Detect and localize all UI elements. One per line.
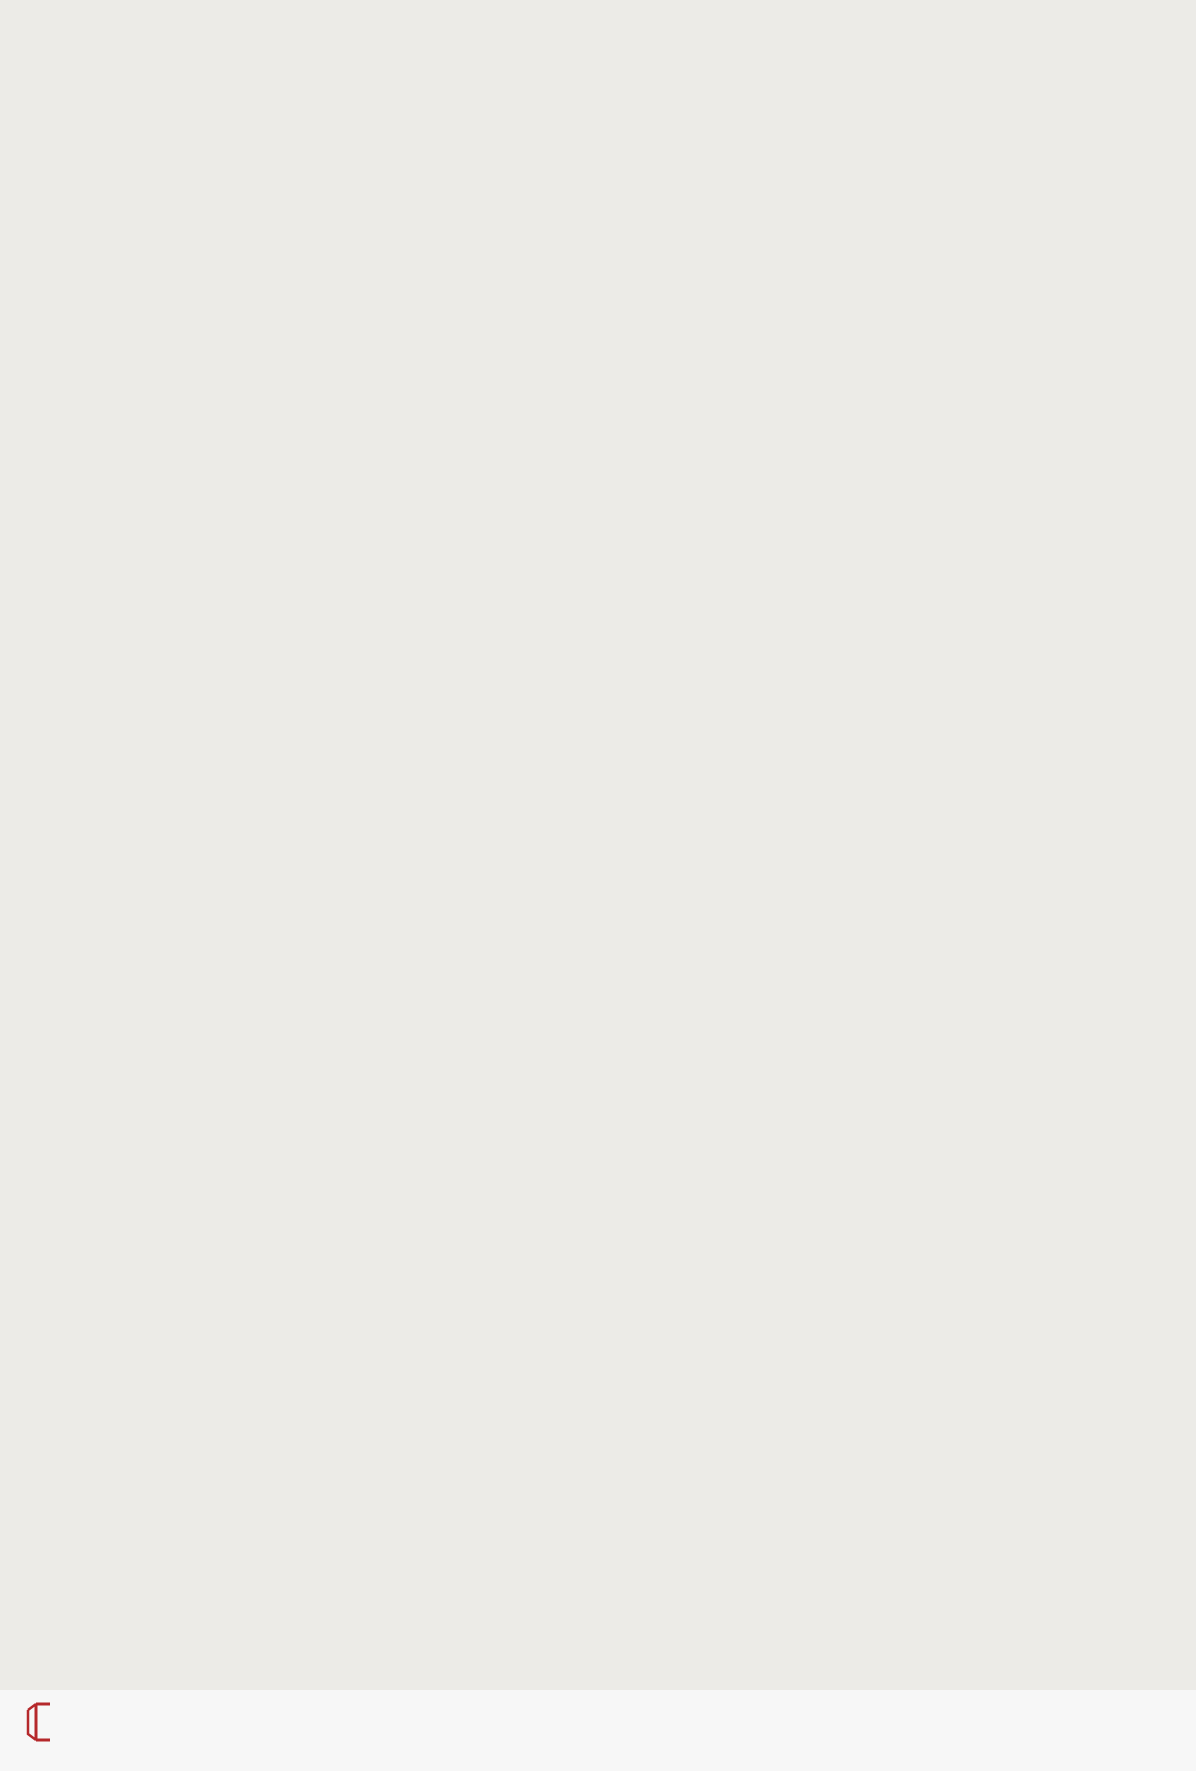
dfg-logo[interactable] bbox=[1066, 1704, 1176, 1750]
university-logo[interactable] bbox=[18, 1700, 58, 1744]
dfg-logo-icon bbox=[1066, 1704, 1176, 1746]
footer-bar bbox=[0, 1690, 1196, 1771]
university-emblem-icon bbox=[22, 1700, 58, 1744]
